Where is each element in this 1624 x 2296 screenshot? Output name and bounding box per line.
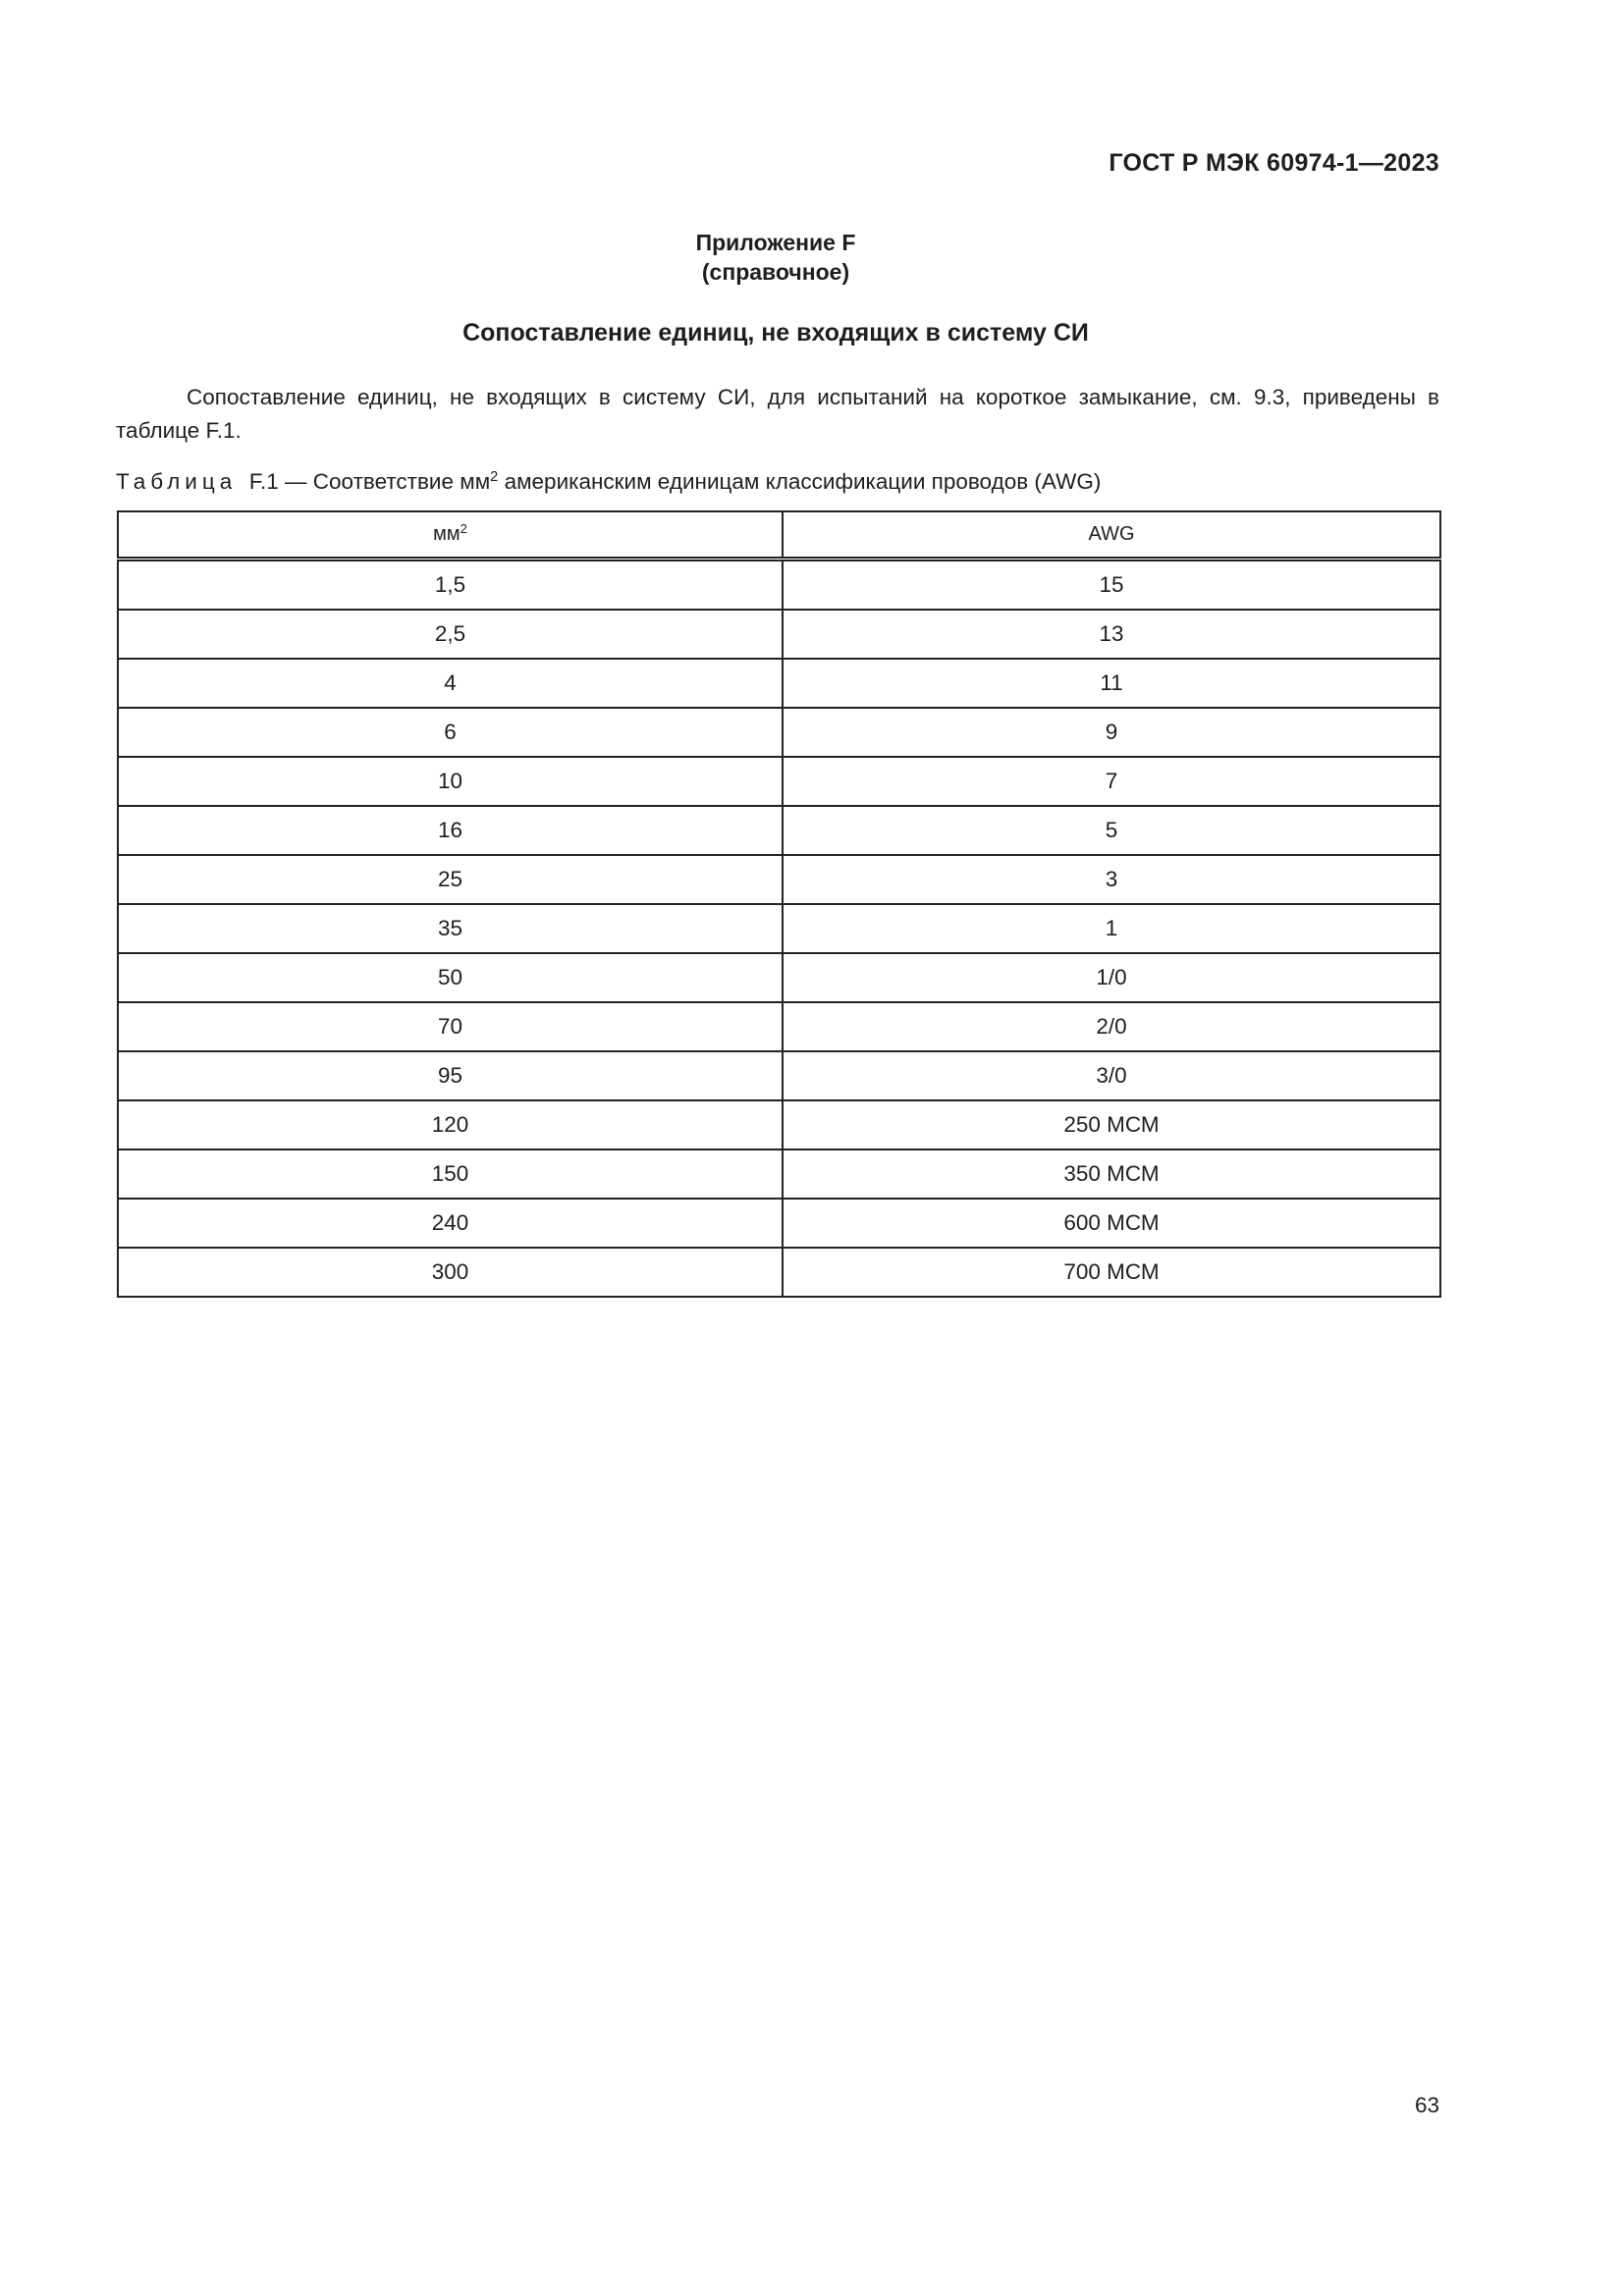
cell-mm2: 4 (118, 659, 783, 708)
cell-mm2: 35 (118, 904, 783, 953)
table-row (118, 757, 1440, 806)
cell-awg: 1 (783, 904, 1440, 953)
table-row (118, 1051, 1440, 1100)
table-body (118, 560, 1440, 1298)
cell-awg: 15 (783, 560, 1440, 611)
cell-mm2: 300 (118, 1248, 783, 1297)
cell-awg: 11 (783, 659, 1440, 708)
cell-awg: 350 МСМ (783, 1149, 1440, 1199)
appendix-heading (0, 228, 1551, 287)
table-row (118, 953, 1440, 1002)
cell-awg: 250 МСМ (783, 1100, 1440, 1149)
table-caption-text-rest: американским единицам классификации проводов (AWG) (498, 469, 1102, 494)
cell-awg: 1/0 (783, 953, 1440, 1002)
header-mm2-superscript: 2 (460, 520, 467, 536)
table-caption-number: F.1 (248, 469, 279, 494)
cell-awg: 3/0 (783, 1051, 1440, 1100)
table-row (118, 1248, 1440, 1297)
cell-mm2: 50 (118, 953, 783, 1002)
cell-awg: 9 (783, 708, 1440, 757)
conversion-table (117, 510, 1441, 1298)
cell-mm2: 1,5 (118, 560, 783, 611)
cell-mm2: 120 (118, 1100, 783, 1149)
cell-awg: 700 МСМ (783, 1248, 1440, 1297)
table-row (118, 1149, 1440, 1199)
table-row (118, 610, 1440, 659)
document-header: ГОСТ Р МЭК 60974-1—2023 (1109, 149, 1439, 177)
cell-mm2: 70 (118, 1002, 783, 1051)
page-number: 63 (1414, 2093, 1439, 2117)
cell-awg: 5 (783, 806, 1440, 855)
cell-awg: 7 (783, 757, 1440, 806)
table-row (118, 1199, 1440, 1248)
section-title: Сопоставление единиц, не входящих в систему СИ (462, 319, 1089, 347)
cell-mm2: 16 (118, 806, 783, 855)
table-row (118, 659, 1440, 708)
cell-mm2: 10 (118, 757, 783, 806)
body-paragraph: Сопоставление единиц, не входящих в систему СИ, для испытаний на короткое замыкание, см. 9.3, приведены в таблице F.1. (116, 385, 1439, 443)
table-row (118, 806, 1440, 855)
cell-awg: 600 МСМ (783, 1199, 1440, 1248)
table-caption (116, 465, 1101, 499)
cell-awg: 3 (783, 855, 1440, 904)
table-caption-text: — Соответствие мм (285, 469, 491, 494)
appendix-subtitle: (справочное) (701, 259, 850, 285)
table-row (118, 560, 1440, 611)
table-header-row (118, 511, 1440, 560)
table-row (118, 1100, 1440, 1149)
cell-mm2: 95 (118, 1051, 783, 1100)
table-caption-superscript: 2 (490, 468, 499, 485)
header-awg: AWG (783, 511, 1440, 560)
appendix-title: Приложение F (695, 230, 856, 255)
cell-awg: 2/0 (783, 1002, 1440, 1051)
cell-awg: 13 (783, 610, 1440, 659)
cell-mm2: 240 (118, 1199, 783, 1248)
cell-mm2: 150 (118, 1149, 783, 1199)
header-mm2 (118, 511, 783, 560)
table-caption-label: Таблица (116, 469, 238, 494)
header-mm2-text: мм (433, 523, 460, 545)
cell-mm2: 6 (118, 708, 783, 757)
table-row (118, 1002, 1440, 1051)
cell-mm2: 25 (118, 855, 783, 904)
table-row (118, 855, 1440, 904)
table-row (118, 708, 1440, 757)
table-row (118, 904, 1440, 953)
cell-mm2: 2,5 (118, 610, 783, 659)
